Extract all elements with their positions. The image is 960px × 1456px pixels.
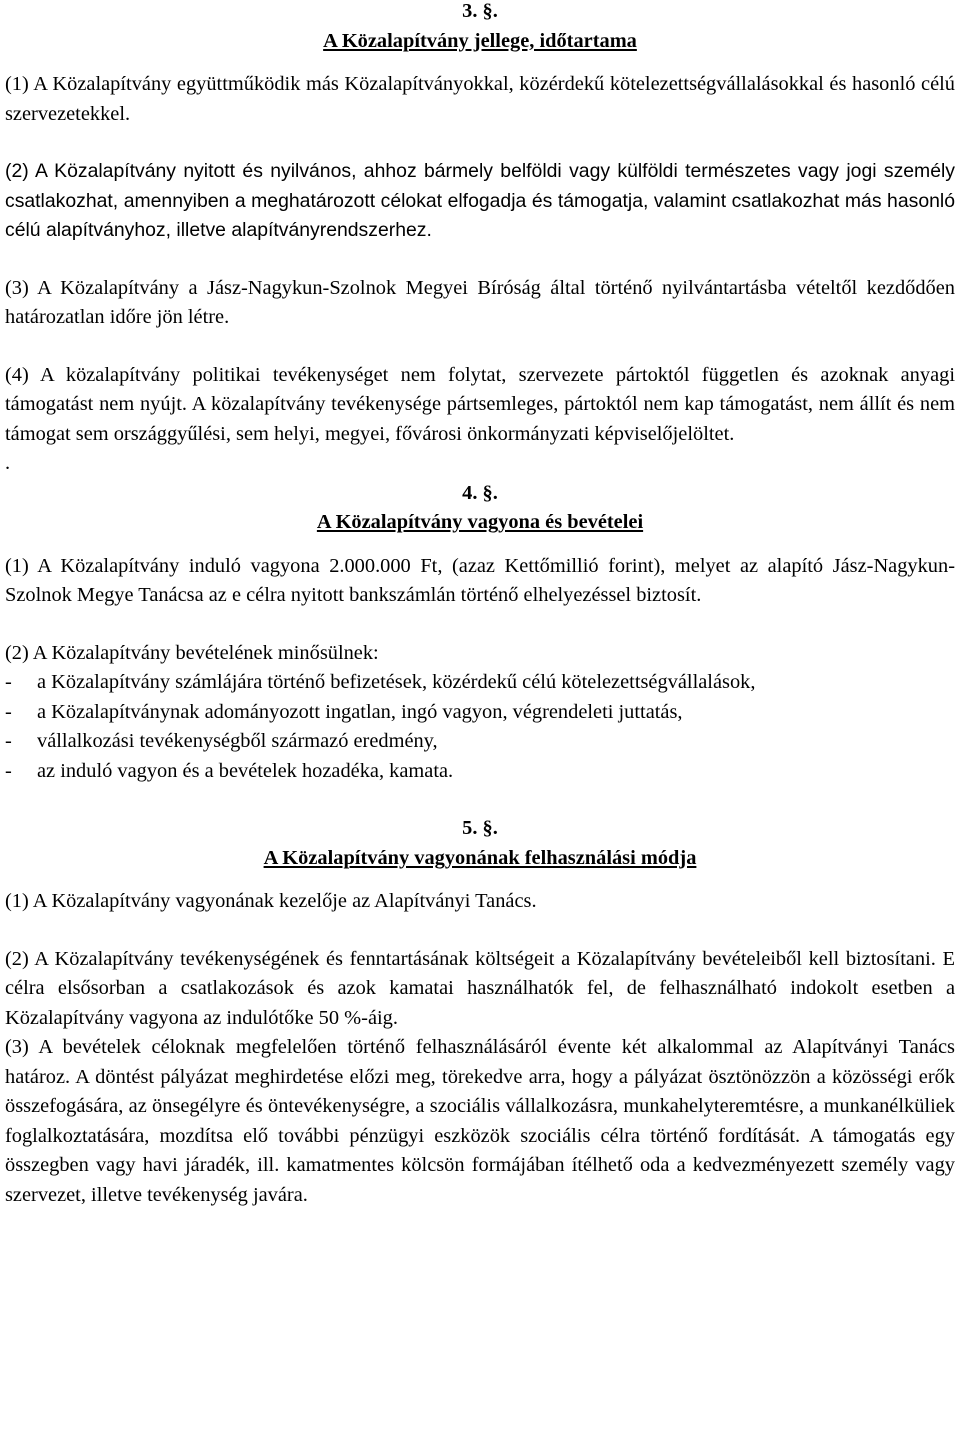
section-3-paragraph-1: (1) A Közalapítvány együttműködik más Közalapítványokkal, közérdekű kötelezettségvállalásokkal és hasonló célú szervezetekkel. (5, 73, 955, 125)
list-item (5, 698, 765, 728)
income-list (5, 668, 765, 786)
list-dash: - (5, 700, 12, 723)
list-item (5, 727, 765, 757)
section-3-paragraph-3: (3) A Közalapítvány a Jász-Nagykun-Szolnok Megyei Bíróság által történő nyilvántartásba vételtől kezdődően határozatlan időre jön létre. (5, 276, 955, 328)
document-page (5, 0, 955, 1210)
list-item (5, 757, 765, 787)
list-dash: - (5, 730, 12, 752)
list-dash: - (5, 759, 12, 782)
section-3-paragraph-4: (4) A közalapítvány politikai tevékenységet nem folytat, szervezete pártoktól független és azoknak anyagi támogatást nem nyújt. A közalapítvány tevékenysége pártsemleges, pártoktól nem kap támogatást, nem állít és nem támogat sem országgyűlési, sem helyi, megyei, fővárosi önkormányzati képviselőjelöltet. (5, 363, 955, 445)
list-item-text: a Közalapítványnak adományozott ingatlan, ingó vagyon, végrendeleti juttatás, (37, 700, 683, 723)
section-3-title: A Közalapítvány jellege, időtartama (323, 29, 637, 52)
section-5-paragraph-2: (2) A Közalapítvány tevékenységének és fenntartásának költségeit a Közalapítvány bevételeiből kell biztosítani. E célra elsősorban a csatlakozások és azok kamatai használhatók fel, de felhasználható indokolt esetben a Közalapítvány vagyona az indulótőke 50 %-áig. (5, 947, 955, 1029)
section-4-paragraph-2-intro: (2) A Közalapítvány bevételének minősülnek: (5, 641, 379, 664)
section-4-title: A Közalapítvány vagyona és bevételei (316, 511, 644, 533)
section-3-number: 3. §. (462, 0, 498, 22)
section-4-number: 4. §. (462, 481, 498, 504)
stray-dot: . (5, 452, 11, 474)
list-item-text: a Közalapítvány számlájára történő befizetések, közérdekű célú kötelezettségvállalások, (37, 671, 756, 693)
section-5-title: A Közalapítvány vagyonának felhasználási módja (263, 846, 697, 869)
list-item-text: vállalkozási tevékenységből származó eredmény, (37, 730, 438, 752)
list-dash: - (5, 671, 12, 693)
section-4-paragraph-1: (1) A Közalapítvány induló vagyona 2.000.000 Ft, (azaz Kettőmillió forint), melyet az alapító Jász-Nagykun-Szolnok Megye Tanácsa az e célra nyitott bankszámlán történő elhelyezéssel biztosít. (5, 554, 955, 606)
list-item (5, 668, 765, 698)
list-item-text: az induló vagyon és a bevételek hozadéka, kamata. (37, 759, 454, 782)
section-5-paragraph-3: (3) A bevételek céloknak megfelelően történő felhasználásáról évente két alkalommal az Alapítványi Tanács határoz. A döntést pályázat meghirdetése előzi meg, törekedve arra, hogy a pályázat ösztönözzön a közösségi erők összefogására, az önsegélyre és öntevékenységre, a szociális vállalkozásra, munkahelyteremtésre, a munkanélküliek foglalkoztatására, mozdítsa elő további pénzügyi eszközök szociális célra történő fordítását. A támogatás egy összegben vagy havi járadék, ill. kamatmentes kölcsön formájában ítélhető oda a kedvezményezett személy vagy szervezet, illetve tevékenység javára. (5, 1036, 955, 1206)
section-5-number: 5. §. (462, 817, 498, 839)
section-3-paragraph-2: (2) A Közalapítvány nyitott és nyilvános, ahhoz bármely belföldi vagy külföldi természetes vagy jogi személy csatlakozhat, amennyiben a meghatározott célokat elfogadja és támogatja, valamint csatlakozhat más hasonló célú alapítványhoz, illetve alapítványrendszerhez. (5, 160, 955, 241)
section-5-paragraph-1: (1) A Közalapítvány vagyonának kezelője az Alapítványi Tanács. (5, 890, 537, 912)
